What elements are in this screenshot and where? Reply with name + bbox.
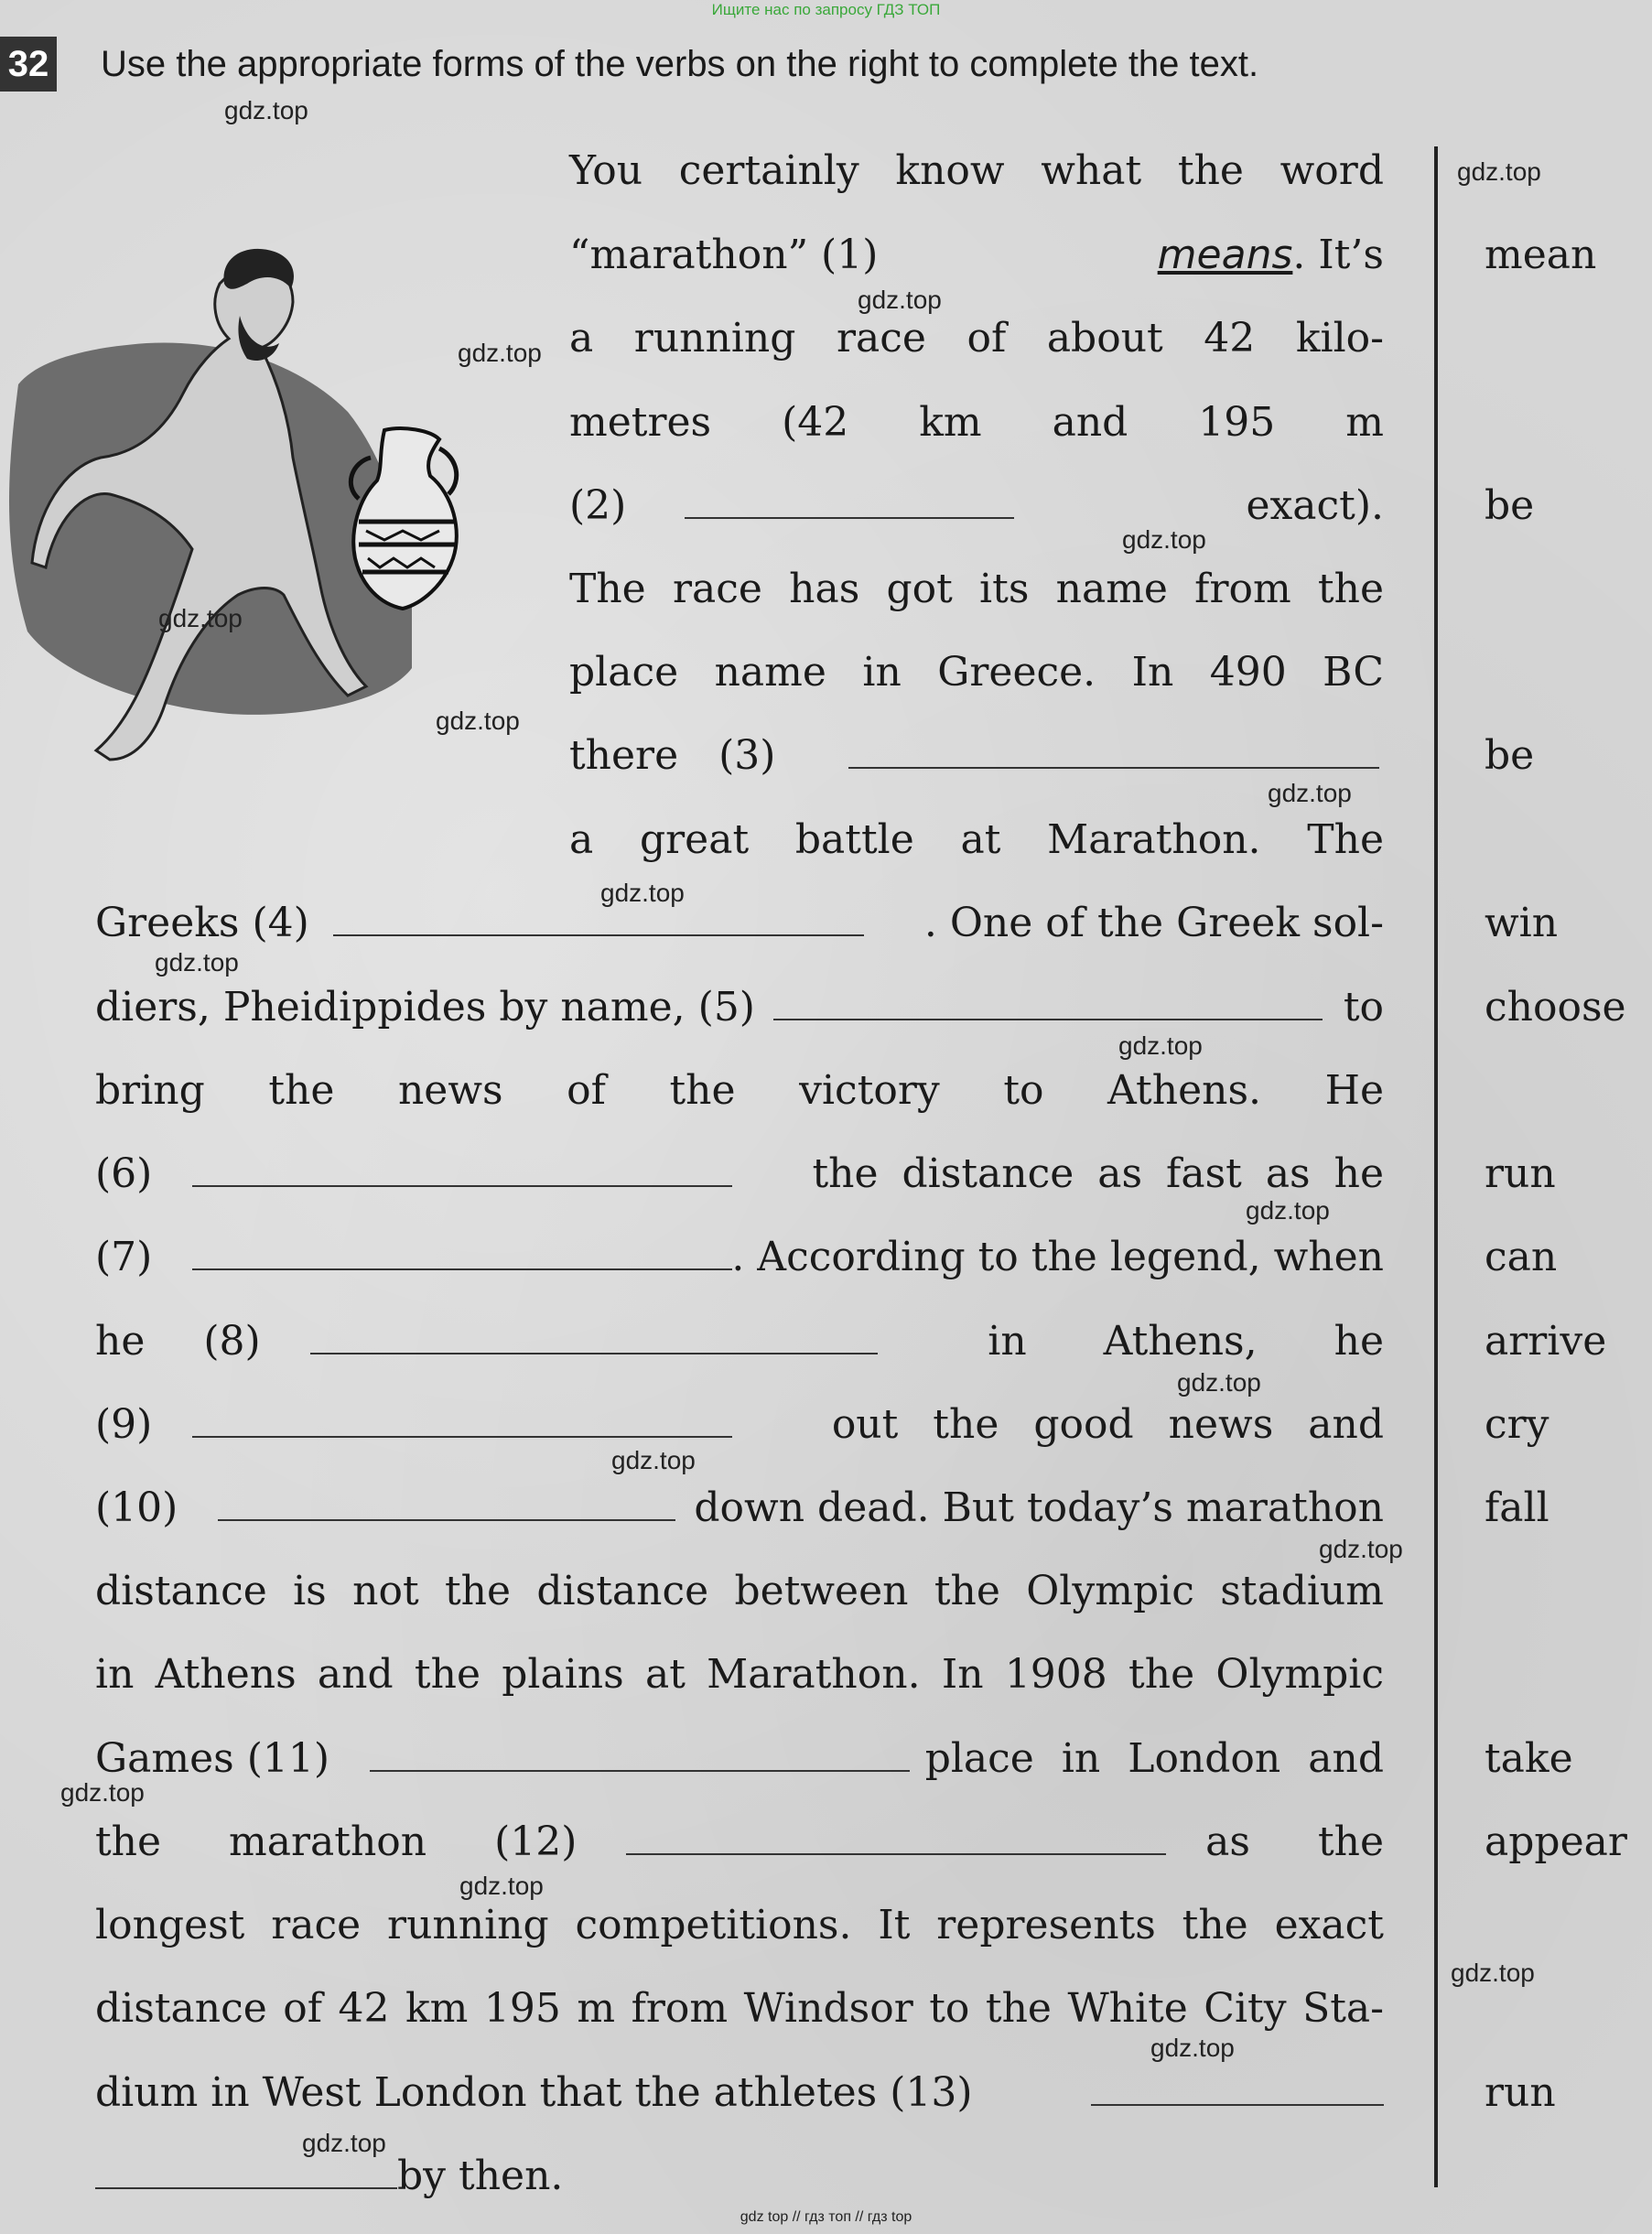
text-line: bring the news of the victory to Athens. He (95, 1067, 1384, 1114)
text-line (95, 1396, 1384, 1454)
text-line (95, 2064, 1384, 2122)
text-fragment: (6) (95, 1150, 153, 1197)
text-line (569, 226, 1384, 285)
watermark: gdz.top (1118, 1031, 1203, 1060)
footer-text: gdz top // гдз топ // гдз top (740, 2209, 912, 2225)
text-line: a running race of about 42 kilo- (569, 315, 1384, 362)
text-line (95, 1228, 1384, 1287)
text-line: distance is not the distance between the Olympic stadium (95, 1568, 1384, 1614)
watermark: gdz.top (1451, 1959, 1535, 1987)
text-fragment: in Athens, he (988, 1318, 1384, 1365)
text-fragment: “marathon” (1) (569, 232, 879, 278)
text-fragment: exact). (1246, 482, 1384, 529)
text-fragment: (7) (95, 1234, 153, 1280)
watermark: gdz.top (1150, 2034, 1235, 2062)
text-fragment: . It’s (1292, 232, 1384, 278)
text-fragment: as the (1205, 1818, 1384, 1865)
text-line (569, 477, 1384, 535)
filled-answer: means (1157, 232, 1293, 278)
verb-12: appear (1485, 1818, 1627, 1865)
text-fragment: out the good news and (831, 1401, 1384, 1448)
watermark: gdz.top (1246, 1196, 1330, 1225)
answer-blank-11[interactable] (370, 1733, 910, 1772)
text-fragment: down dead. But today’s marathon (694, 1484, 1384, 1531)
answer-blank-2[interactable] (685, 480, 1014, 519)
text-fragment: to (1343, 984, 1384, 1031)
verb-7: can (1485, 1234, 1558, 1280)
text-fragment: the marathon (12) (95, 1818, 578, 1865)
watermark: gdz.top (1177, 1368, 1261, 1397)
verb-9: cry (1485, 1401, 1549, 1448)
verb-4: win (1485, 900, 1559, 946)
watermark: gdz.top (302, 2129, 386, 2157)
watermark: gdz.top (600, 879, 685, 907)
text-line (95, 894, 1384, 953)
text-line (569, 727, 1384, 785)
watermark: gdz.top (611, 1446, 696, 1474)
text-fragment: by then. (397, 2153, 564, 2199)
answer-blank-4[interactable] (333, 898, 864, 936)
answer-blank-6[interactable] (192, 1149, 732, 1187)
watermark: gdz.top (224, 96, 308, 124)
answer-blank-5[interactable] (773, 982, 1323, 1020)
answer-blank-12[interactable] (626, 1817, 1166, 1855)
text-fragment: he (8) (95, 1318, 261, 1365)
watermark: gdz.top (1457, 157, 1541, 186)
answer-blank-7[interactable] (192, 1232, 732, 1270)
text-line: place name in Greece. In 490 BC (569, 649, 1384, 696)
text-line (95, 1813, 1384, 1872)
verb-5: choose (1485, 984, 1626, 1031)
text-fragment: diers, Pheidippides by name, (5) (95, 984, 755, 1031)
text-fragment: Greeks (4) (95, 900, 309, 946)
watermark: gdz.top (1268, 779, 1352, 807)
text-fragment: . One of the Greek sol- (923, 900, 1384, 946)
exercise-instruction: Use the appropriate forms of the verbs on the right to complete the text. (101, 44, 1259, 84)
text-line (95, 1145, 1384, 1203)
answer-blank-9[interactable] (192, 1399, 732, 1438)
exercise-number: 32 (0, 37, 57, 92)
column-divider (1434, 146, 1438, 2187)
verb-3: be (1485, 732, 1535, 779)
answer-blank-10[interactable] (218, 1483, 675, 1521)
text-line: in Athens and the plains at Marathon. In 1908 the Olympic (95, 1651, 1384, 1698)
text-fragment: (9) (95, 1401, 153, 1448)
watermark: gdz.top (1122, 525, 1206, 554)
text-line (95, 1479, 1384, 1538)
text-fragment: . According to the legend, when (731, 1234, 1384, 1280)
text-fragment: the distance as fast as he (812, 1150, 1384, 1197)
watermark: gdz.top (155, 948, 239, 977)
text-line (95, 2147, 1384, 2206)
top-banner[interactable]: Ищите нас по запросу ГДЗ ТОП (711, 1, 941, 18)
watermark: gdz.top (858, 286, 942, 314)
text-fragment: (2) (569, 482, 627, 529)
verb-1: mean (1485, 232, 1597, 278)
verb-11: take (1485, 1735, 1573, 1782)
watermark: gdz.top (60, 1778, 145, 1807)
text-fragment: Games (11) (95, 1735, 330, 1782)
answer-blank-3[interactable] (848, 730, 1379, 769)
text-line (95, 978, 1384, 1037)
text-line: longest race running competitions. It represents the exact (95, 1902, 1384, 1948)
text-line: metres (42 km and 195 m (569, 399, 1384, 446)
text-line: The race has got its name from the (569, 566, 1384, 612)
text-fragment: dium in West London that the athletes (13) (95, 2069, 973, 2116)
verb-2: be (1485, 482, 1535, 529)
text-fragment: there (3) (569, 732, 776, 779)
verb-6: run (1485, 1150, 1556, 1197)
answer-blank-8[interactable] (310, 1316, 878, 1354)
watermark: gdz.top (158, 604, 243, 632)
text-fragment: (10) (95, 1484, 178, 1531)
text-fragment: place in London and (924, 1735, 1384, 1782)
watermark: gdz.top (1319, 1535, 1403, 1563)
verb-13: run (1485, 2069, 1556, 2116)
answer-blank-13-cont[interactable] (95, 2151, 397, 2189)
verb-8: arrive (1485, 1318, 1607, 1365)
watermark: gdz.top (459, 1872, 544, 1900)
watermark: gdz.top (436, 707, 520, 735)
text-line: a great battle at Marathon. The (569, 816, 1384, 863)
watermark: gdz.top (458, 339, 542, 367)
greek-runner-illustration (0, 156, 513, 778)
text-line (95, 1730, 1384, 1788)
text-line: distance of 42 km 195 m from Windsor to the White City Sta- (95, 1985, 1384, 2032)
text-line (95, 1312, 1384, 1371)
answer-blank-13[interactable] (1091, 2067, 1384, 2106)
text-fragment (1158, 226, 1384, 285)
verb-10: fall (1485, 1484, 1549, 1531)
text-line: You certainly know what the word (569, 147, 1384, 194)
